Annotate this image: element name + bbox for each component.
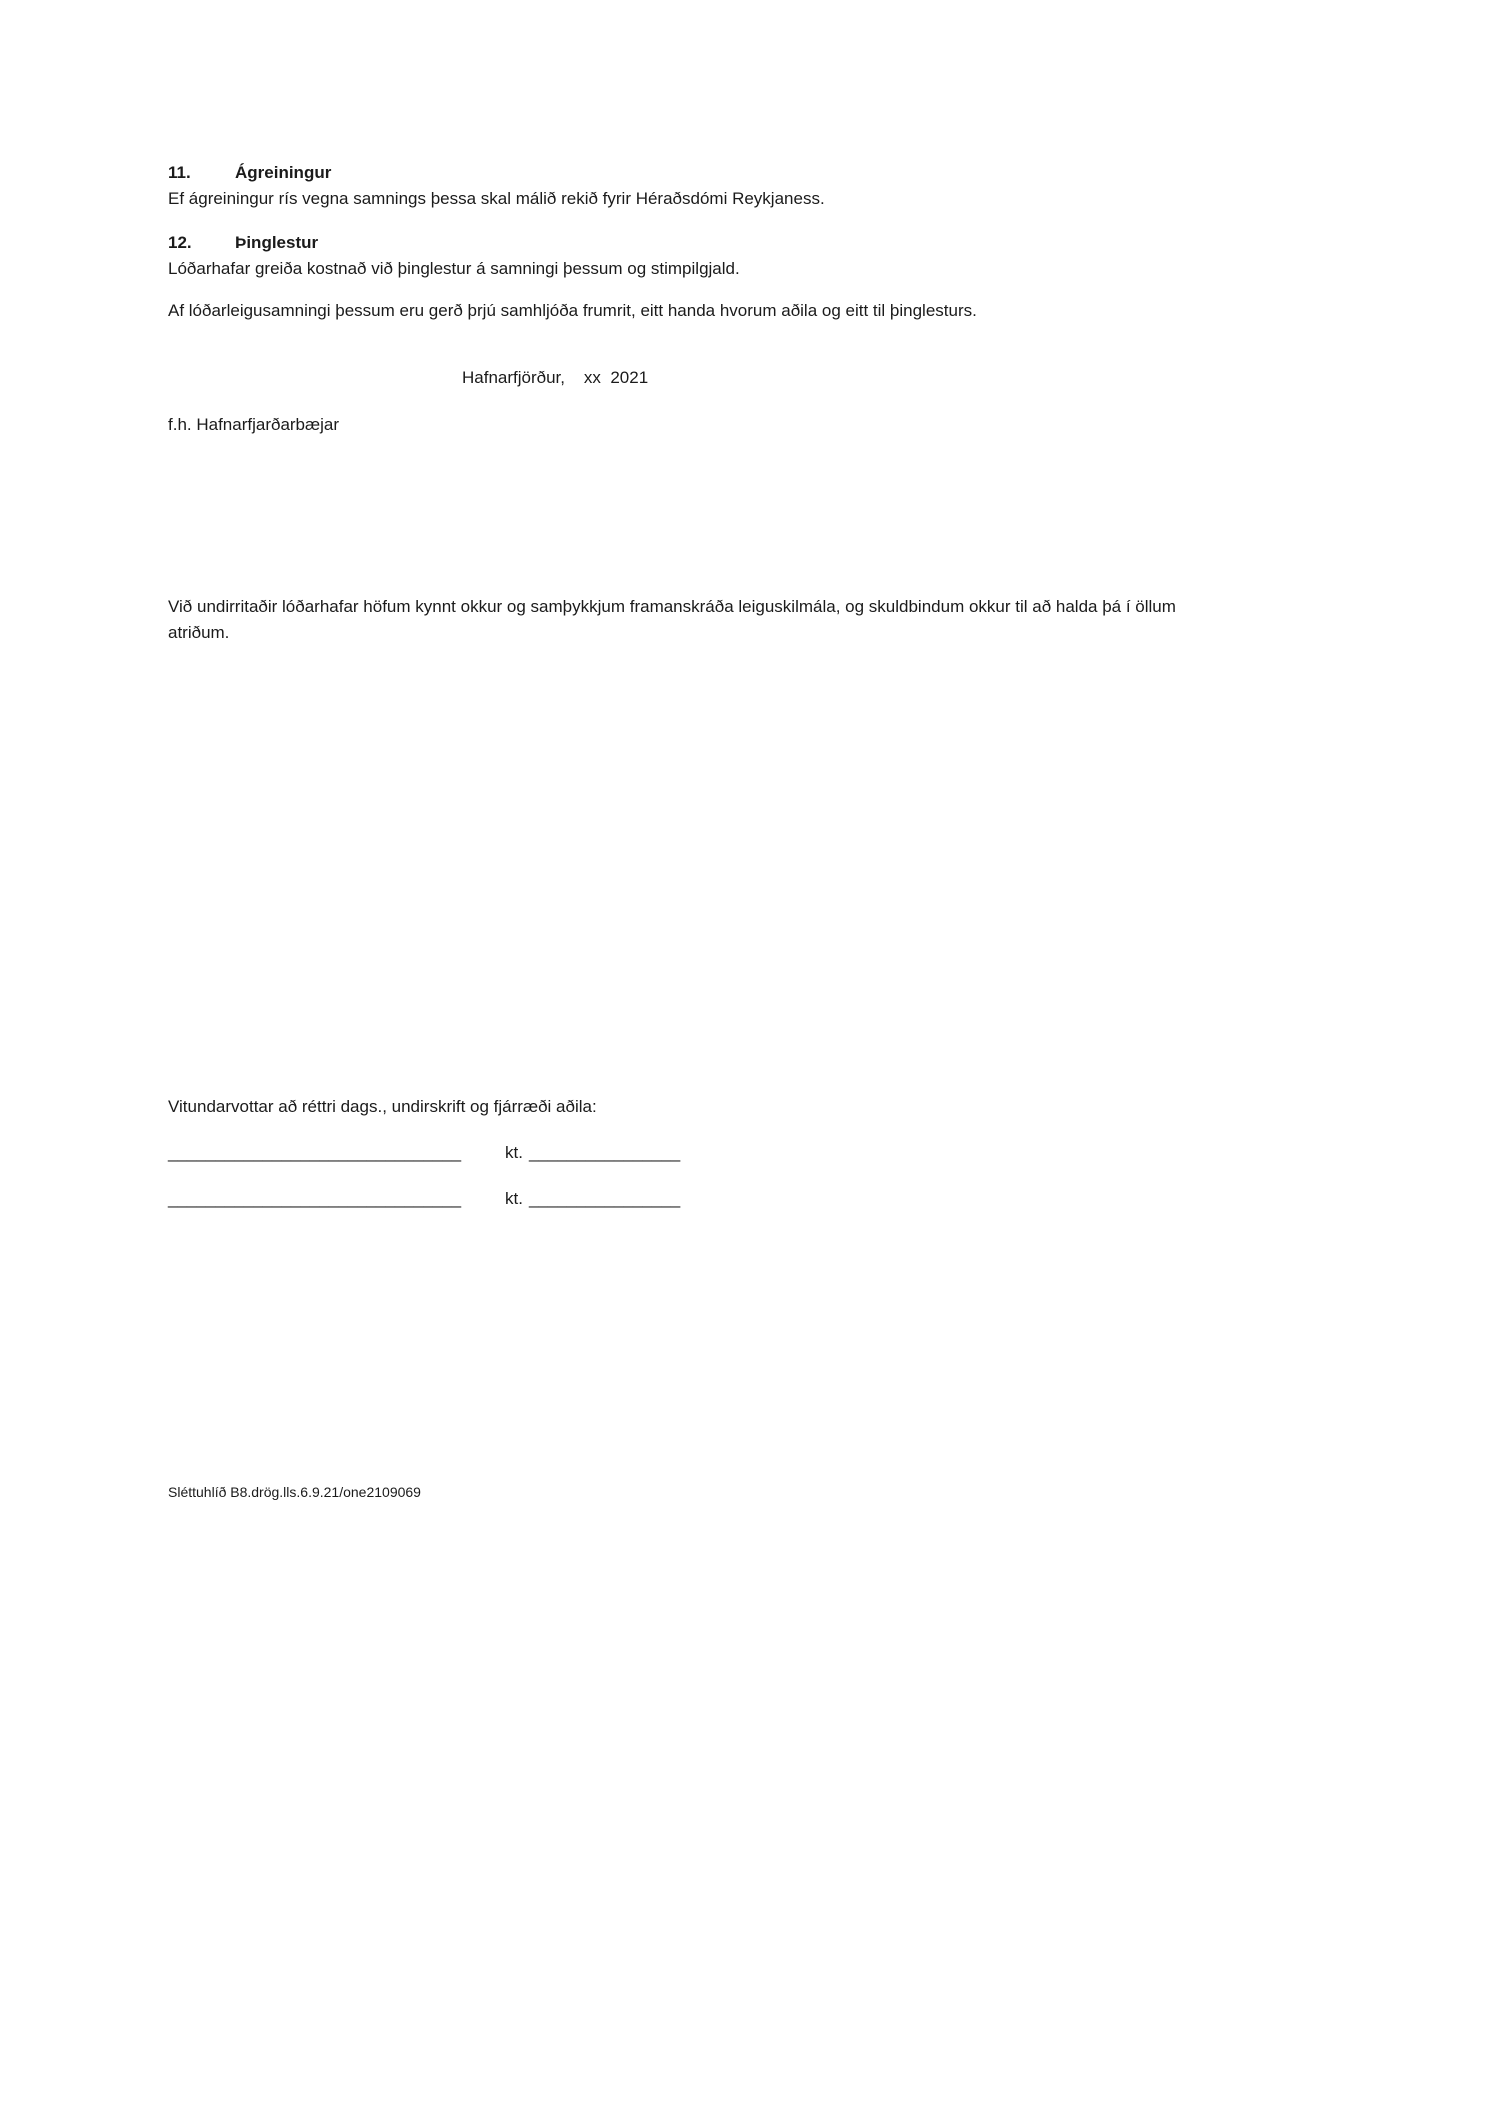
section-12-body: Lóðarhafar greiða kostnað við þinglestur á samningi þessum og stimpilgjald. (168, 259, 740, 278)
place-date: Hafnarfjörður, xx 2021 (462, 368, 649, 387)
kt-label-1: kt. (505, 1143, 523, 1162)
footer-text: Sléttuhlíð B8.drög.lls.6.9.21/one2109069 (168, 1484, 421, 1500)
copies-paragraph: Af lóðarleigusamningi þessum eru gerð þrjú samhljóða frumrit, eitt handa hvorum aðila og eitt til þinglesturs. (168, 301, 977, 320)
kt-group-1 (505, 1140, 680, 1166)
section-11-title: Ágreiningur (235, 163, 332, 182)
witness-line-block (168, 1094, 1214, 1120)
kt-line-2: ________________ (528, 1189, 681, 1208)
on-behalf-text: f.h. Hafnarfjarðarbæjar (168, 415, 340, 434)
place-date-block (462, 365, 648, 391)
section-12-number: 12. (168, 233, 192, 252)
acknowledgement-text: Við undirritaðir lóðarhafar höfum kynnt okkur og samþykkjum framanskráða leiguskilmála, og skuldbindum okkur til að halda þá í öllum atriðum. (168, 597, 1176, 642)
signature-row-2 (168, 1186, 1214, 1212)
section-11-heading (168, 160, 1214, 186)
kt-label-2: kt. (505, 1189, 523, 1208)
section-12-title: Þinglestur (235, 233, 319, 252)
section-11-number: 11. (168, 163, 191, 182)
section-11 (168, 160, 1214, 212)
section-12 (168, 230, 1214, 282)
witness-line-text: Vitundarvottar að réttri dags., undirskrift og fjárræði aðila: (168, 1097, 597, 1116)
on-behalf-block (168, 412, 1214, 438)
signature-row-1 (168, 1140, 1214, 1166)
kt-group-2 (505, 1186, 680, 1212)
section-12-heading (168, 230, 1214, 256)
kt-line-1: ________________ (528, 1143, 681, 1162)
signature-line-1: _______________________________ (168, 1143, 462, 1162)
section-11-body: Ef ágreiningur rís vegna samnings þessa skal málið rekið fyrir Héraðsdómi Reykjaness. (168, 189, 825, 208)
page-footer (168, 1482, 1214, 1502)
signature-line-2: _______________________________ (168, 1189, 462, 1208)
acknowledgement-block (168, 594, 1214, 646)
copies-paragraph-block (168, 298, 1214, 324)
